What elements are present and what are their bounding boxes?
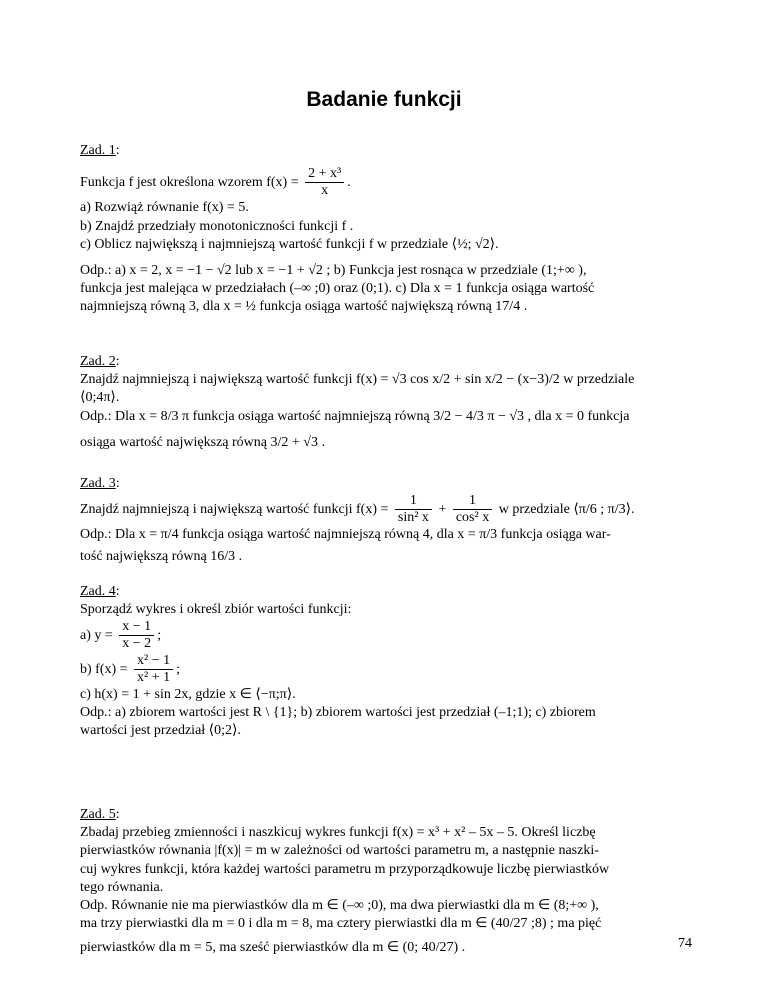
exercise-5-answer-line-3: pierwiastków dla m = 5, ma sześć pierwiastków dla m ∈ (0; 40/27) . (80, 940, 466, 956)
exercise-4-part-a-fraction (119, 619, 154, 652)
exercise-4-part-c: c) h(x) = 1 + sin 2x, gdzie x ∈ ⟨−π;π⟩. (80, 686, 296, 702)
exercise-3-label: Zad. 3 (80, 476, 116, 491)
exercise-4-part-b-numerator: x² − 1 (134, 653, 173, 670)
exercise-5-answer-line-1: Odp. Równanie nie ma pierwiastków dla m ∈ (–∞ ;0), ma dwa pierwiastki dla m ∈ (8;+∞ ), (80, 897, 599, 913)
exercise-5-label: Zad. 5 (80, 807, 116, 822)
exercise-3-fraction-1 (395, 493, 432, 526)
exercise-2-answer-line-1: Odp.: Dla x = 8/3 π funkcja osiąga wartość najmniejszą równą 3/2 − 4/3 π − √3 , dla x = 0 funkcja (80, 408, 630, 424)
exercise-1-formula-numerator: 2 + x³ (305, 166, 344, 183)
exercise-4-part-a-end: ; (157, 628, 162, 644)
exercise-3-answer-line-2: tość największą równą 16/3 . (80, 548, 243, 564)
exercise-3-fraction-2 (453, 493, 492, 526)
exercise-2: Zad. 2: Znajdź najmniejszą i największą wartość funkcji f(x) = √3 cos x/2 + sin x/2 − (x−3)/2 w przedziale ⟨0;4π⟩. Odp.: Dla x = 8/3 π funkcja osiąga wartość najmniejszą równą 3/2 − 4/3 π − √3 , dla x = 0 funkcja osiąga wartość największą równą 3/2 + √3 . (80, 353, 692, 452)
exercise-1-part-c: c) Oblicz największą i najmniejszą wartość funkcji f w przedziale (80, 236, 449, 252)
exercise-1-interval: ⟨½; √2⟩. (451, 236, 499, 252)
exercise-3-fraction-2-denominator: cos² x (455, 510, 490, 526)
exercise-4-part-a-denominator: x − 2 (122, 636, 152, 652)
exercise-2-label: Zad. 2 (80, 354, 116, 369)
exercise-1: Zad. 1: Funkcja f jest określona wzorem f(x) = $\frac{\text{2 + x³}}{x}$ . a) Rozwiąż równanie f(x) = 5. b) Znajdź przedziały monotoniczności funkcji f . c) Oblicz największą i najmniejszą wartość funkcji f w przedziale ⟨½; √2⟩. Odp.: a) x = 2, x = −1 − √2 lub x = −1 + √2 ; b) Funkcja jest rosnąca w przedziale (1;+∞ ), funkcja jest malejąca w przedziałach (–∞ ;0) oraz (0;1). c) Dla x = 1 funkcja osiąga wartość najmniejszą równą 3, dla x = ½ funkcja osiąga wartość największą równą 17/4 . (80, 142, 692, 317)
exercise-3: Zad. 3: Znajdź najmniejszą i największą wartość funkcji f(x) = $\frac{1}{\text{sin² x}}$ + $\frac{1}{\text{cos² x}}$ w przedziale ⟨π/6 ; π/3⟩. Odp.: Dla x = π/4 funkcja osiąga wartość najmniejszą równą 4, dla x = π/3 funkcja osiąga war- tość największą równą 16/3 . (80, 475, 692, 566)
exercise-4-answer-line-1: Odp.: a) zbiorem wartości jest R \ {1}; b) zbiorem wartości jest przedział (–1;1); c) zbiorem (80, 704, 596, 720)
exercise-4-answer-line-2: wartości jest przedział ⟨0;2⟩. (80, 723, 241, 739)
exercise-4-part-a-numerator: x − 1 (119, 619, 154, 636)
exercise-1-answer-line-2: funkcja jest malejąca w przedziałach (–∞ ;0) oraz (0;1). c) Dla x = 1 funkcja osiąga wartość (80, 281, 595, 297)
exercise-1-answer-line-1: Odp.: a) x = 2, x = −1 − √2 lub x = −1 + √2 ; b) Funkcja jest rosnąca w przedziale (1;+∞ ), (80, 262, 587, 278)
exercise-1-part-a: a) Rozwiąż równanie f(x) = 5. (80, 200, 249, 216)
page-title: Badanie funkcji (306, 88, 462, 111)
exercise-3-fraction-1-denominator: sin² x (397, 510, 429, 526)
exercise-4: Zad. 4: Sporządź wykres i określ zbiór wartości funkcji: a) y = $\frac{x - 1}{x - 2}$ ; b) f(x) = $\frac{\text{x² − 1}}{\text{x² + 1}}$ ; c) h(x) = 1 + sin 2x, gdzie x ∈ ⟨−π;π⟩. Odp.: a) zbiorem wartości jest R \ {1}; b) zbiorem wartości jest przedział (–1;1); c) zbiorem wartości jest przedział ⟨0;2⟩. (80, 583, 692, 740)
exercise-1-label: Zad. 1 (80, 143, 116, 158)
exercise-3-fraction-2-numerator: 1 (453, 493, 492, 510)
exercise-1-answer-line-3: najmniejszą równą 3, dla x = ½ funkcja osiąga wartość największą równą 17/4 . (80, 299, 528, 315)
exercise-4-label: Zad. 4 (80, 584, 116, 599)
exercise-2-line-1: Znajdź najmniejszą i największą wartość funkcji f(x) = √3 cos x/2 + sin x/2 − (x−3)/2 w przedziale (80, 372, 635, 388)
exercise-1-intro: Funkcja f jest określona wzorem (80, 175, 263, 190)
exercise-3-interval: w przedziale ⟨π/6 ; π/3⟩. (498, 502, 635, 517)
exercise-5-line-3: cuj wykres funkcji, która każdej wartości parametru m przyporządkowuje liczbę pierwiastków (80, 861, 610, 877)
exercise-2-line-2: ⟨0;4π⟩. (80, 390, 120, 406)
exercise-1-part-b: b) Znajdź przedziały monotoniczności funkcji f . (80, 218, 354, 234)
exercise-5-line-2: pierwiastków równania |f(x)| = m w zależności od wartości parametru m, a następnie naszki- (80, 843, 599, 859)
exercise-4-part-b-fraction (134, 653, 173, 686)
exercise-3-intro: Znajdź najmniejszą i największą wartość funkcji f(x) = (80, 502, 389, 517)
exercise-1-formula-denominator: x (321, 183, 329, 199)
exercise-3-answer-line-1: Odp.: Dla x = π/4 funkcja osiąga wartość najmniejszą równą 4, dla x = π/3 funkcja osiąga war- (80, 527, 611, 543)
exercise-1-formula-lhs: f(x) = (266, 175, 299, 190)
exercise-3-fraction-1-numerator: 1 (395, 493, 432, 510)
page-number: 74 (678, 936, 692, 951)
exercise-2-answer-line-2: osiąga wartość największą równą 3/2 + √3 . (80, 434, 325, 450)
exercise-4-part-b-lhs: b) f(x) = (80, 661, 128, 677)
exercise-4-part-b-denominator: x² + 1 (137, 669, 171, 685)
exercise-5: Zad. 5: Zbadaj przebieg zmienności i naszkicuj wykres funkcji f(x) = x³ + x² – 5x – 5. Określ liczbę pierwiastków równania |f(x)| = m w zależności od wartości parametru m, a następnie naszki- cuj wykres funkcji, która każdej wartości parametru m przyporządkowuje liczbę pierwiastków tego równania. Odp. Równanie nie ma pierwiastków dla m ∈ (–∞ ;0), ma dwa pierwiastki dla m ∈ (8;+∞ ), ma trzy pierwiastki dla m = 0 i dla m = 8, ma cztery pierwiastki dla m ∈ (40/27 ;8) ; ma pięć pierwiastków dla m = 5, ma sześć pierwiastków dla m ∈ (0; 40/27) . (80, 806, 692, 958)
exercise-5-line-4: tego równania. (80, 879, 164, 895)
exercise-5-answer-line-2: ma trzy pierwiastki dla m = 0 i dla m = 8, ma cztery pierwiastki dla m ∈ (40/27 ;8) ; ma pięć (80, 916, 602, 932)
exercise-4-part-b-end: ; (176, 661, 181, 677)
exercise-1-formula-fraction (305, 166, 344, 199)
exercise-5-line-1: Zbadaj przebieg zmienności i naszkicuj wykres funkcji f(x) = x³ + x² – 5x – 5. Określ liczbę (80, 825, 596, 841)
exercise-4-intro: Sporządź wykres i określ zbiór wartości funkcji: (80, 602, 352, 618)
exercise-4-part-a-lhs: a) y = (80, 628, 113, 644)
exercise-3-plus: + (438, 502, 447, 517)
